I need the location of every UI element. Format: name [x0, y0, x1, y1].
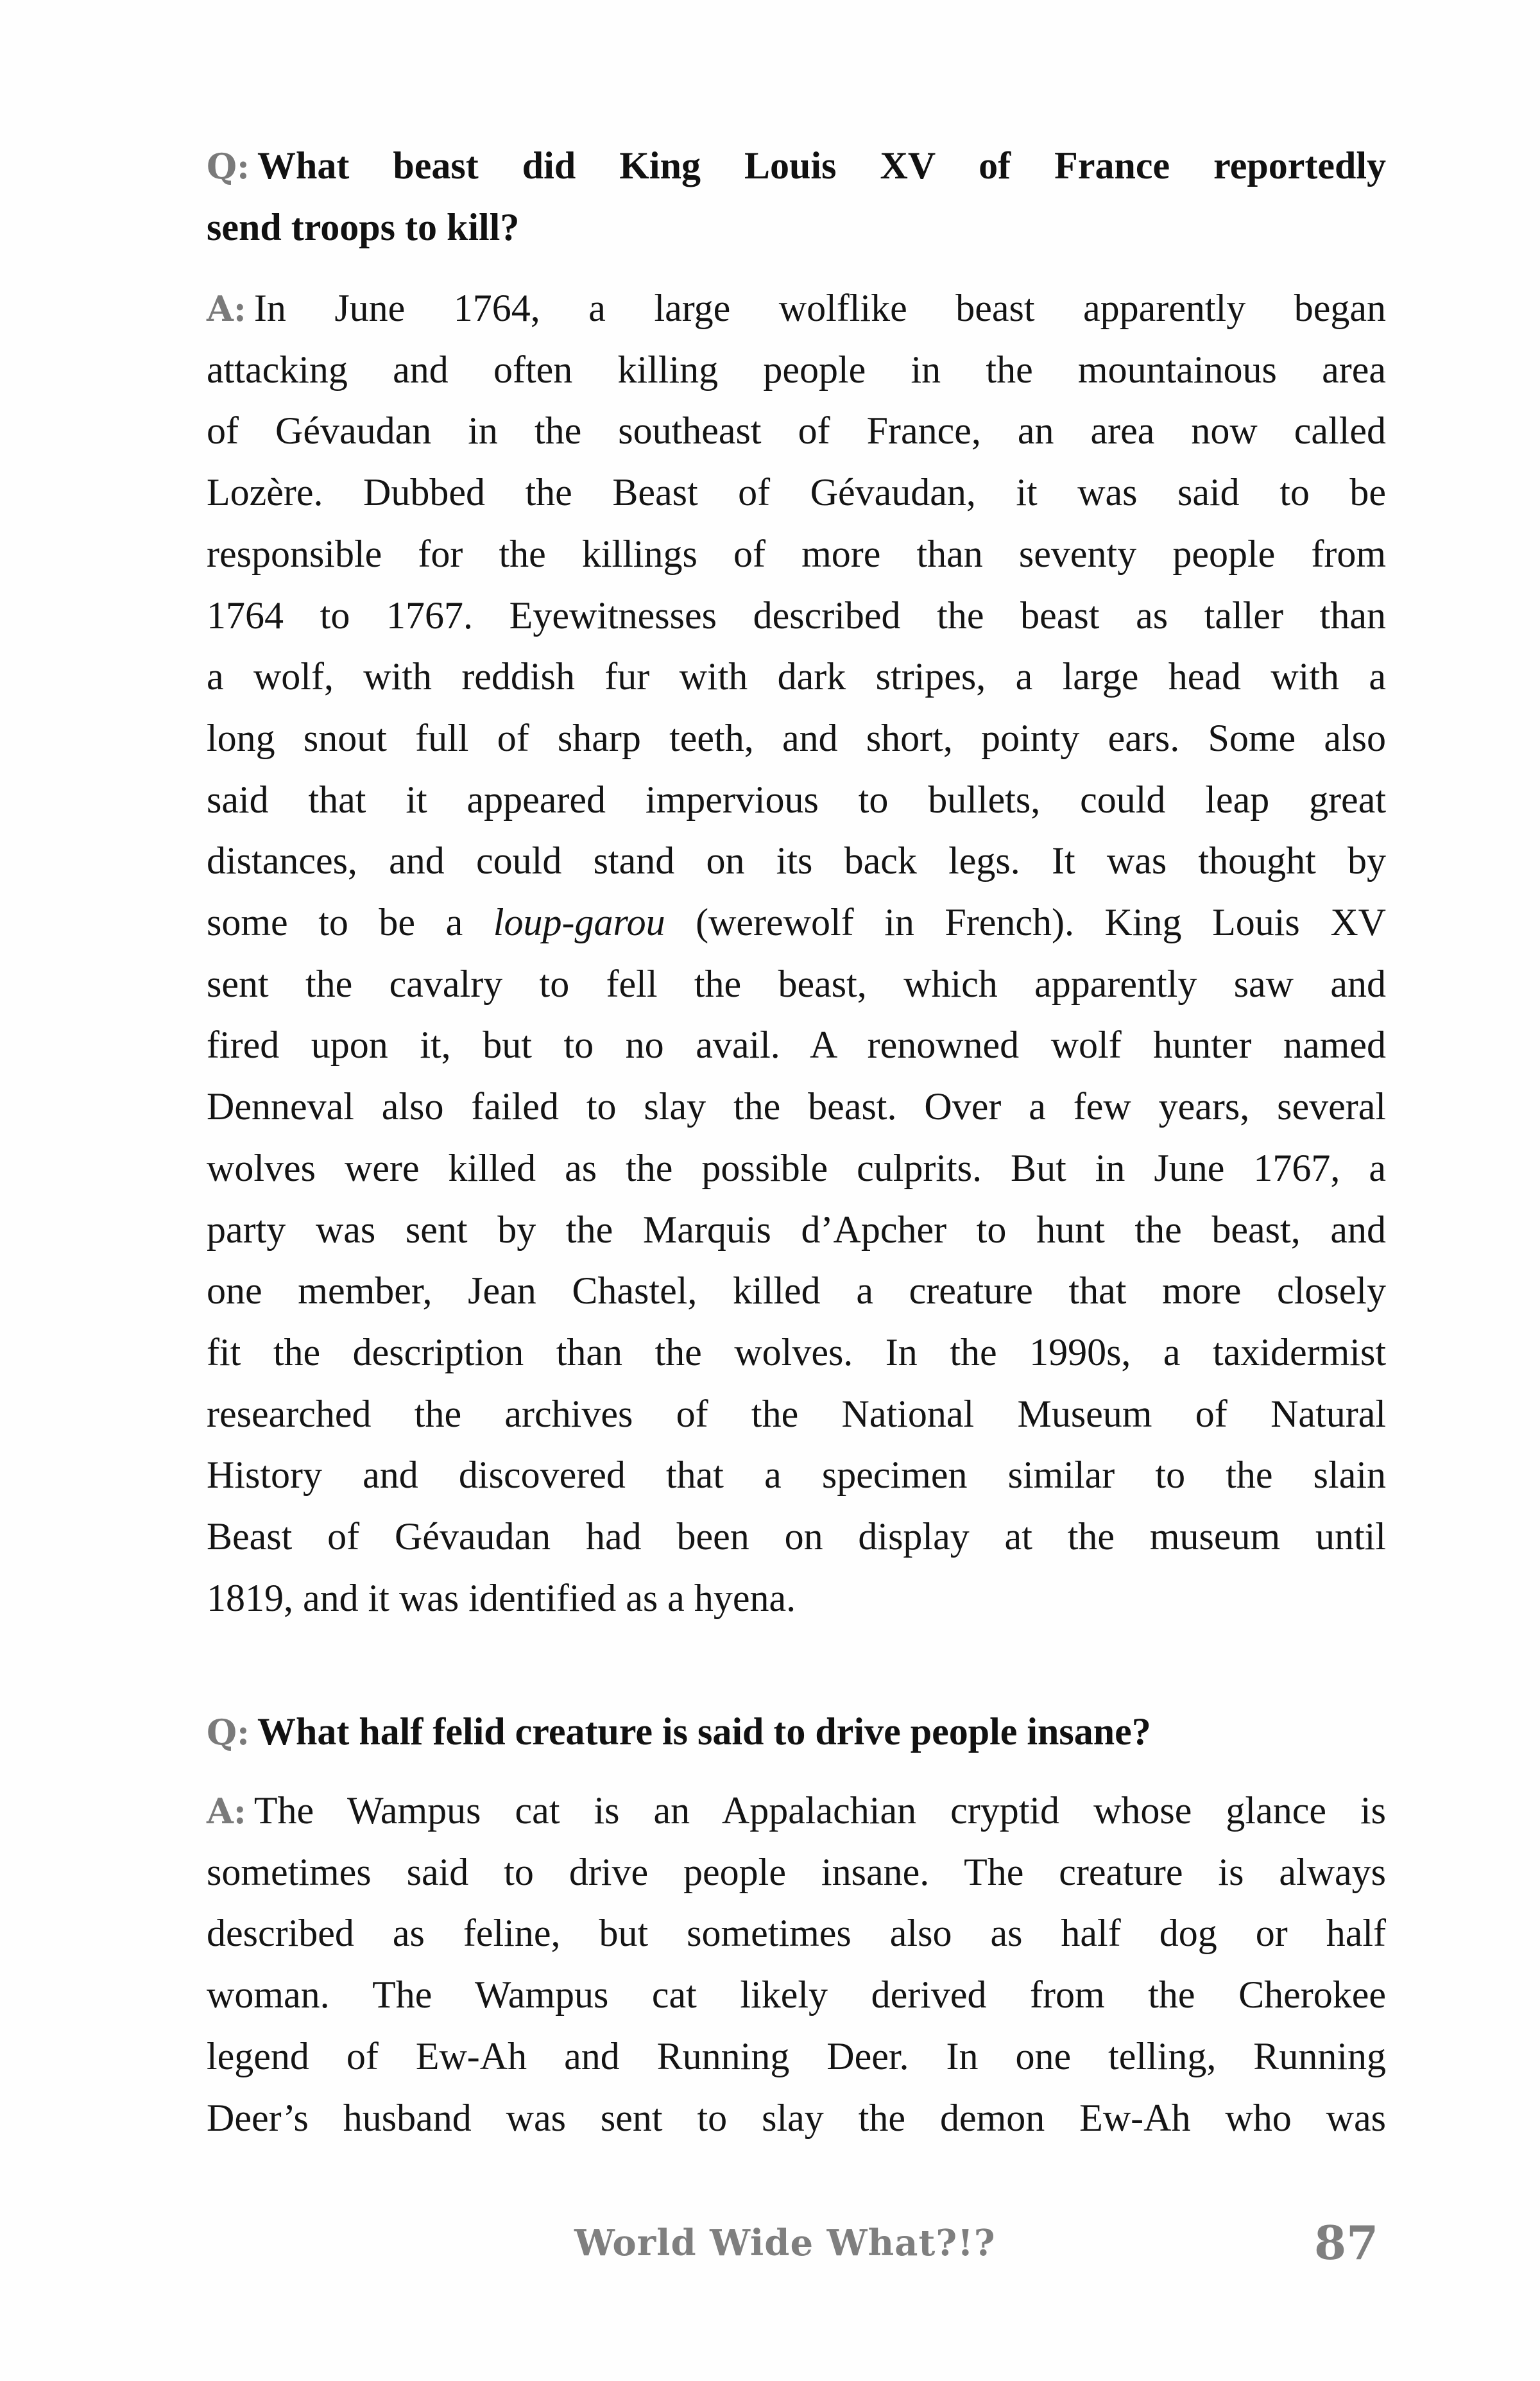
running-footer-title: World Wide What?!? [574, 2222, 996, 2264]
answer-text: History and discovered that a specimen similar to the slain [207, 1454, 1386, 1497]
a-label: A: [207, 1791, 246, 1832]
answer-text: legend of Ew-Ah and Running Deer. In one telling, Running [207, 2034, 1386, 2077]
answer-line [207, 707, 1386, 769]
answer-line [207, 891, 1386, 953]
question-text: What half felid creature is said to drive people insane? [257, 1710, 1151, 1753]
answer-text: In June 1764, a large wolflike beast apparently began [253, 287, 1386, 329]
page-number: 87 [1314, 2215, 1379, 2270]
q-label: Q: [207, 1712, 250, 1753]
q-label: Q: [207, 146, 250, 187]
answer-line [207, 2087, 1386, 2149]
answer-line [207, 277, 1386, 339]
answer-line [207, 646, 1386, 707]
answer-text: 1819, and it was identified as a hyena. [207, 1576, 796, 1619]
question-line [207, 196, 1386, 258]
answer-text: researched the archives of the National Museum of Natural [207, 1392, 1386, 1435]
answer-line [207, 585, 1386, 646]
answer-line [207, 1780, 1386, 1841]
answer-text: The Wampus cat is an Appalachian cryptid whose glance is [253, 1789, 1386, 1832]
answer-text: of Gévaudan in the southeast of France, an area now called [207, 409, 1386, 452]
question-text: What beast did King Louis XV of France reportedly [257, 144, 1386, 187]
answer-line [207, 1076, 1386, 1137]
answer-line [207, 400, 1386, 461]
answer-line [207, 523, 1386, 585]
answer-text: fired upon it, but to no avail. A renowned wolf hunter named [207, 1024, 1386, 1067]
answer-line [207, 1383, 1386, 1445]
question-line [207, 135, 1386, 196]
answer-text: Deer’s husband was sent to slay the demon Ew-Ah who was [207, 2096, 1386, 2139]
answer-line [207, 830, 1386, 891]
answer-text: Lozère. Dubbed the Beast of Gévaudan, it was said to be [207, 471, 1386, 514]
question-text: send troops to kill? [207, 206, 520, 248]
italic-term: loup-garou [493, 901, 665, 943]
answer-line [207, 339, 1386, 400]
answer-line [207, 1964, 1386, 2025]
answer-line [207, 953, 1386, 1015]
answer-text: said that it appeared impervious to bullets, could leap great [207, 778, 1386, 821]
answer-text: responsible for the killings of more than seventy people from [207, 532, 1386, 575]
answer-text: party was sent by the Marquis d’Apcher to hunt the beast, and [207, 1208, 1386, 1251]
answer-text: long snout full of sharp teeth, and short, pointy ears. Some also [207, 716, 1386, 759]
answer-line [207, 769, 1386, 830]
answer-text: Denneval also failed to slay the beast. Over a few years, several [207, 1085, 1386, 1128]
answer-line [207, 1014, 1386, 1076]
answer-text: Beast of Gévaudan had been on display at the museum until [207, 1515, 1386, 1558]
question-line [207, 1701, 1386, 1762]
answer-line [207, 2025, 1386, 2087]
answer-text: wolves were killed as the possible culprits. But in June 1767, a [207, 1146, 1386, 1189]
a-label: A: [207, 288, 246, 329]
answer-text: some to be a [207, 901, 493, 943]
answer-text: 1764 to 1767. Eyewitnesses described the beast as taller than [207, 594, 1386, 637]
answer-line [207, 1137, 1386, 1199]
answer-line [207, 1321, 1386, 1383]
answer-line [207, 1199, 1386, 1260]
answer-line [207, 1567, 1386, 1629]
answer-text: sent the cavalry to fell the beast, which apparently saw and [207, 962, 1386, 1005]
answer-text: distances, and could stand on its back legs. It was thought by [207, 839, 1386, 882]
answer-line [207, 1902, 1386, 1964]
answer-text: (werewolf in French). King Louis XV [665, 901, 1386, 943]
answer-text: fit the description than the wolves. In the 1990s, a taxidermist [207, 1330, 1386, 1373]
answer-text: described as feline, but sometimes also as half dog or half [207, 1912, 1386, 1955]
answer-line [207, 1444, 1386, 1506]
answer-line [207, 1506, 1386, 1567]
answer-text: a wolf, with reddish fur with dark stripes, a large head with a [207, 655, 1386, 698]
answer-text: one member, Jean Chastel, killed a creature that more closely [207, 1269, 1386, 1312]
answer-text: sometimes said to drive people insane. The creature is always [207, 1850, 1386, 1893]
answer-text: attacking and often killing people in the mountainous area [207, 348, 1386, 391]
answer-line [207, 461, 1386, 523]
answer-line [207, 1841, 1386, 1903]
answer-line [207, 1260, 1386, 1321]
answer-text: woman. The Wampus cat likely derived from the Cherokee [207, 1973, 1386, 2016]
